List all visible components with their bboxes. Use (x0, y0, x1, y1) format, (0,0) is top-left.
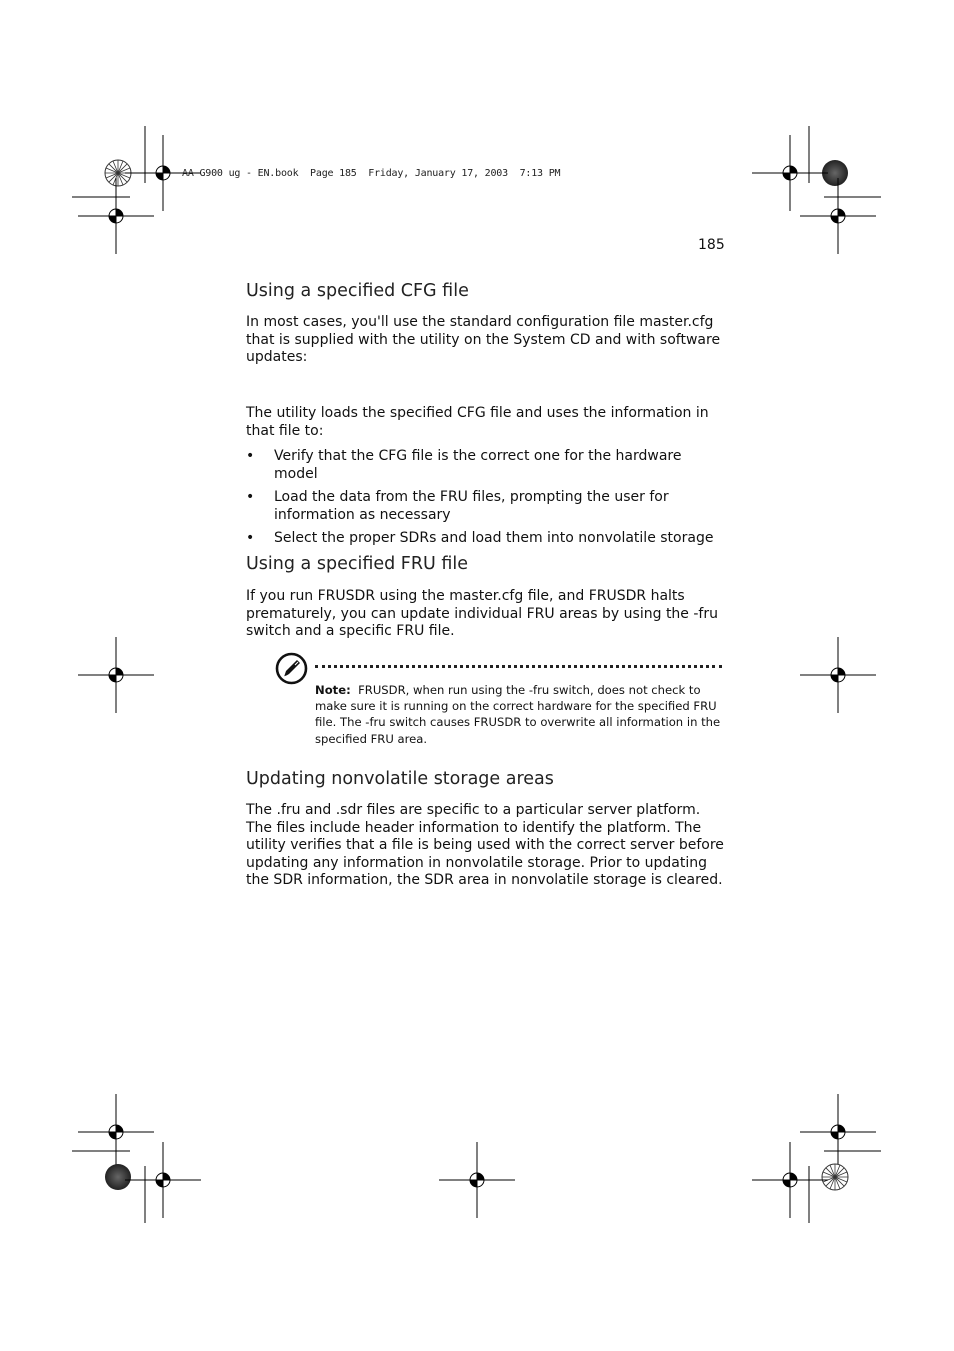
cfg-bullet-list (246, 448, 726, 554)
list-item: • Verify that the CFG file is the correct one for the hardware model (246, 448, 726, 483)
note-label: Note: (315, 683, 351, 697)
section-heading-cfg: Using a specified CFG file (246, 281, 469, 301)
list-item: • Select the proper SDRs and load them into nonvolatile storage (246, 530, 726, 548)
section-heading-nonvolatile: Updating nonvolatile storage areas (246, 769, 554, 789)
section-heading-fru: Using a specified FRU file (246, 554, 469, 574)
note-divider (315, 665, 722, 668)
note-pen-icon (275, 652, 308, 685)
list-item: • Load the data from the FRU files, prompting the user for information as necessary (246, 489, 726, 524)
fru-paragraph: If you run FRUSDR using the master.cfg file, and FRUSDR halts prematurely, you can update individual FRU areas by using the -fru switch and a specific FRU file. (246, 588, 718, 640)
nonvolatile-paragraph: The .fru and .sdr files are specific to a particular server platform. The files include header information to identify the platform. The utility verifies that a file is being used with the correct server before updating any information in nonvolatile storage. Prior to updating the SDR information, the SDR area in nonvolatile storage is cleared. (246, 802, 724, 889)
page-number: 185 (698, 237, 725, 253)
note-body: FRUSDR, when run using the -fru switch, does not check to make sure it is running on the correct hardware for the specified FRU file. The -fru switch causes FRUSDR to overwrite all information in the specified FRU area. (315, 683, 721, 746)
note-text-block (315, 682, 725, 747)
book-file-header: AA G900 ug - EN.book Page 185 Friday, January 17, 2003 7:13 PM (182, 168, 561, 179)
cfg-intro-paragraph: In most cases, you'll use the standard configuration file master.cfg that is supplied with the utility on the System CD and with software updates: (246, 314, 721, 366)
cfg-uses-paragraph: The utility loads the specified CFG file and uses the information in that file to: (246, 405, 709, 439)
